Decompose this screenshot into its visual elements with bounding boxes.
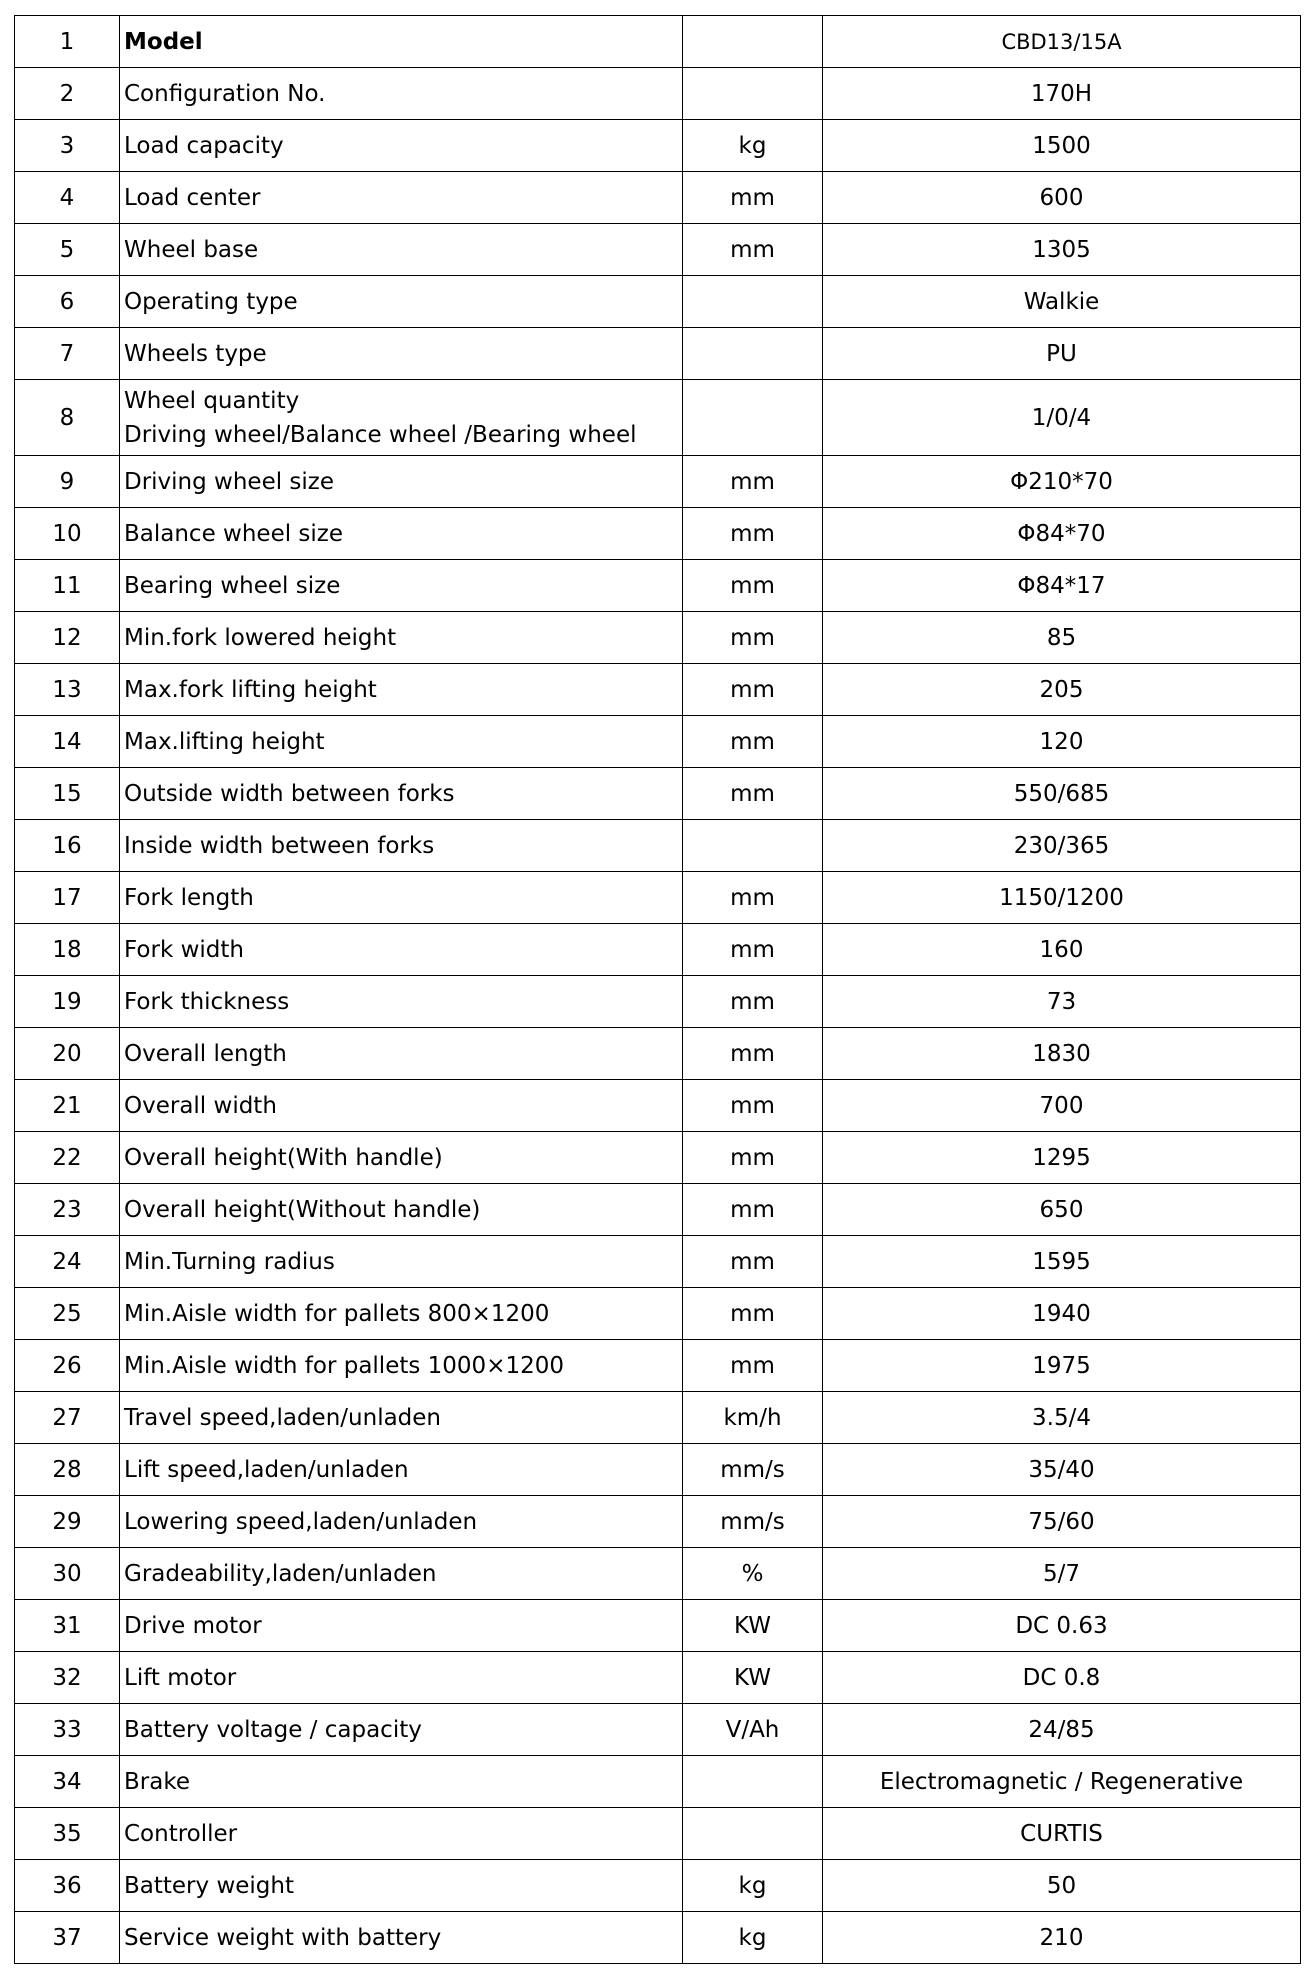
- value-cell: 75/60: [823, 1496, 1301, 1548]
- value-cell: 1500: [823, 120, 1301, 172]
- unit-cell: mm: [683, 1132, 823, 1184]
- row-number-cell: 7: [15, 328, 120, 380]
- parameter-cell: [120, 380, 683, 456]
- table-row: [15, 508, 1301, 560]
- value-cell: 1/0/4: [823, 380, 1301, 456]
- unit-cell: mm: [683, 1236, 823, 1288]
- unit-cell: kg: [683, 1912, 823, 1964]
- value-cell: Walkie: [823, 276, 1301, 328]
- unit-cell: [683, 68, 823, 120]
- unit-cell: mm: [683, 1184, 823, 1236]
- unit-cell: kg: [683, 120, 823, 172]
- table-row: [15, 276, 1301, 328]
- value-cell: 1830: [823, 1028, 1301, 1080]
- table-row: [15, 768, 1301, 820]
- row-number-cell: 19: [15, 976, 120, 1028]
- row-number-cell: 34: [15, 1756, 120, 1808]
- row-number-cell: 12: [15, 612, 120, 664]
- table-row: [15, 924, 1301, 976]
- row-number-cell: 24: [15, 1236, 120, 1288]
- value-cell: 230/365: [823, 820, 1301, 872]
- value-cell: 170H: [823, 68, 1301, 120]
- table-row: [15, 380, 1301, 456]
- row-number-cell: 8: [15, 380, 120, 456]
- row-number-cell: 31: [15, 1600, 120, 1652]
- parameter-cell: Brake: [120, 1756, 683, 1808]
- parameter-cell: Wheels type: [120, 328, 683, 380]
- value-cell: 210: [823, 1912, 1301, 1964]
- parameter-cell: Load capacity: [120, 120, 683, 172]
- table-row: [15, 456, 1301, 508]
- value-cell: Electromagnetic / Regenerative: [823, 1756, 1301, 1808]
- row-number-cell: 14: [15, 716, 120, 768]
- table-row: [15, 1652, 1301, 1704]
- parameter-cell: Wheel base: [120, 224, 683, 276]
- unit-cell: [683, 820, 823, 872]
- table-row: [15, 1184, 1301, 1236]
- parameter-cell: Battery weight: [120, 1860, 683, 1912]
- table-row: [15, 1236, 1301, 1288]
- row-number-cell: 23: [15, 1184, 120, 1236]
- unit-cell: [683, 1808, 823, 1860]
- value-cell: 205: [823, 664, 1301, 716]
- table-row: [15, 1808, 1301, 1860]
- value-cell: 3.5/4: [823, 1392, 1301, 1444]
- row-number-cell: 26: [15, 1340, 120, 1392]
- table-row: [15, 1912, 1301, 1964]
- row-number-cell: 15: [15, 768, 120, 820]
- parameter-cell: Fork width: [120, 924, 683, 976]
- row-number-cell: 27: [15, 1392, 120, 1444]
- value-cell: 1295: [823, 1132, 1301, 1184]
- unit-cell: KW: [683, 1652, 823, 1704]
- row-number-cell: 9: [15, 456, 120, 508]
- unit-cell: mm: [683, 612, 823, 664]
- row-number-cell: 20: [15, 1028, 120, 1080]
- parameter-cell: Max.lifting height: [120, 716, 683, 768]
- table-row: [15, 1080, 1301, 1132]
- value-cell: DC 0.8: [823, 1652, 1301, 1704]
- unit-cell: mm: [683, 1080, 823, 1132]
- parameter-cell: Battery voltage / capacity: [120, 1704, 683, 1756]
- row-number-cell: 11: [15, 560, 120, 612]
- parameter-cell: Overall width: [120, 1080, 683, 1132]
- table-row: [15, 1392, 1301, 1444]
- table-row: [15, 224, 1301, 276]
- parameter-cell: Overall height(With handle): [120, 1132, 683, 1184]
- value-cell: 1940: [823, 1288, 1301, 1340]
- table-row: [15, 1288, 1301, 1340]
- value-cell: Φ84*70: [823, 508, 1301, 560]
- row-number-cell: 1: [15, 16, 120, 68]
- parameter-cell: Fork length: [120, 872, 683, 924]
- unit-cell: mm: [683, 976, 823, 1028]
- model-label-cell: Model: [120, 16, 683, 68]
- table-row: [15, 172, 1301, 224]
- value-cell: 120: [823, 716, 1301, 768]
- table-row: [15, 1028, 1301, 1080]
- unit-cell: mm/s: [683, 1496, 823, 1548]
- parameter-cell: Drive motor: [120, 1600, 683, 1652]
- value-cell: 1975: [823, 1340, 1301, 1392]
- parameter-cell: Service weight with battery: [120, 1912, 683, 1964]
- value-cell: 24/85: [823, 1704, 1301, 1756]
- unit-cell: [683, 328, 823, 380]
- row-number-cell: 21: [15, 1080, 120, 1132]
- table-row: [15, 612, 1301, 664]
- parameter-cell: Fork thickness: [120, 976, 683, 1028]
- parameter-cell: Travel speed,laden/unladen: [120, 1392, 683, 1444]
- value-cell: 700: [823, 1080, 1301, 1132]
- unit-cell: mm: [683, 1340, 823, 1392]
- value-cell: 1305: [823, 224, 1301, 276]
- row-number-cell: 32: [15, 1652, 120, 1704]
- unit-cell: mm: [683, 456, 823, 508]
- table-row: [15, 872, 1301, 924]
- row-number-cell: 3: [15, 120, 120, 172]
- table-row: [15, 976, 1301, 1028]
- table-row: [15, 664, 1301, 716]
- row-number-cell: 18: [15, 924, 120, 976]
- row-number-cell: 35: [15, 1808, 120, 1860]
- unit-cell: KW: [683, 1600, 823, 1652]
- unit-cell: mm: [683, 664, 823, 716]
- table-row: [15, 1548, 1301, 1600]
- value-cell: 550/685: [823, 768, 1301, 820]
- row-number-cell: 10: [15, 508, 120, 560]
- value-cell: PU: [823, 328, 1301, 380]
- value-cell: 650: [823, 1184, 1301, 1236]
- unit-cell: mm: [683, 716, 823, 768]
- row-number-cell: 5: [15, 224, 120, 276]
- row-number-cell: 28: [15, 1444, 120, 1496]
- table-row: [15, 68, 1301, 120]
- parameter-cell: Inside width between forks: [120, 820, 683, 872]
- value-cell: 85: [823, 612, 1301, 664]
- row-number-cell: 33: [15, 1704, 120, 1756]
- value-cell: Φ84*17: [823, 560, 1301, 612]
- unit-cell: [683, 16, 823, 68]
- value-cell: 600: [823, 172, 1301, 224]
- row-number-cell: 25: [15, 1288, 120, 1340]
- parameter-cell: Gradeability,laden/unladen: [120, 1548, 683, 1600]
- row-number-cell: 6: [15, 276, 120, 328]
- parameter-cell: Driving wheel size: [120, 456, 683, 508]
- table-row: [15, 716, 1301, 768]
- parameter-cell: Configuration No.: [120, 68, 683, 120]
- parameter-cell: Outside width between forks: [120, 768, 683, 820]
- table-row: [15, 1132, 1301, 1184]
- value-cell: 160: [823, 924, 1301, 976]
- model-value-cell: CBD13/15A: [823, 16, 1301, 68]
- parameter-cell: Operating type: [120, 276, 683, 328]
- parameter-line-2: Driving wheel/Balance wheel /Bearing wheel: [124, 421, 637, 448]
- unit-cell: %: [683, 1548, 823, 1600]
- table-row: [15, 1600, 1301, 1652]
- table-row: [15, 1340, 1301, 1392]
- parameter-cell: Min.fork lowered height: [120, 612, 683, 664]
- unit-cell: mm: [683, 872, 823, 924]
- unit-cell: V/Ah: [683, 1704, 823, 1756]
- value-cell: Φ210*70: [823, 456, 1301, 508]
- value-cell: 5/7: [823, 1548, 1301, 1600]
- value-cell: CURTIS: [823, 1808, 1301, 1860]
- value-cell: 1595: [823, 1236, 1301, 1288]
- table-row: [15, 16, 1301, 68]
- spec-table-body: [15, 16, 1301, 1964]
- unit-cell: mm: [683, 560, 823, 612]
- parameter-cell: Lift speed,laden/unladen: [120, 1444, 683, 1496]
- unit-cell: [683, 380, 823, 456]
- value-cell: 35/40: [823, 1444, 1301, 1496]
- value-cell: 1150/1200: [823, 872, 1301, 924]
- table-row: [15, 1704, 1301, 1756]
- row-number-cell: 13: [15, 664, 120, 716]
- parameter-cell: Lift motor: [120, 1652, 683, 1704]
- value-cell: 50: [823, 1860, 1301, 1912]
- parameter-cell: Balance wheel size: [120, 508, 683, 560]
- table-row: [15, 1496, 1301, 1548]
- unit-cell: [683, 1756, 823, 1808]
- parameter-cell: Min.Turning radius: [120, 1236, 683, 1288]
- unit-cell: kg: [683, 1860, 823, 1912]
- table-row: [15, 120, 1301, 172]
- unit-cell: km/h: [683, 1392, 823, 1444]
- spec-table: [14, 15, 1301, 1964]
- unit-cell: mm: [683, 224, 823, 276]
- row-number-cell: 22: [15, 1132, 120, 1184]
- parameter-cell: Controller: [120, 1808, 683, 1860]
- parameter-cell: Lowering speed,laden/unladen: [120, 1496, 683, 1548]
- row-number-cell: 36: [15, 1860, 120, 1912]
- parameter-cell: Max.fork lifting height: [120, 664, 683, 716]
- parameter-line-1: Wheel quantity: [124, 387, 300, 414]
- table-row: [15, 1756, 1301, 1808]
- unit-cell: [683, 276, 823, 328]
- value-cell: DC 0.63: [823, 1600, 1301, 1652]
- row-number-cell: 29: [15, 1496, 120, 1548]
- unit-cell: mm: [683, 1028, 823, 1080]
- row-number-cell: 17: [15, 872, 120, 924]
- unit-cell: mm/s: [683, 1444, 823, 1496]
- parameter-cell: Min.Aisle width for pallets 1000×1200: [120, 1340, 683, 1392]
- parameter-cell: Bearing wheel size: [120, 560, 683, 612]
- table-row: [15, 560, 1301, 612]
- parameter-cell: Load center: [120, 172, 683, 224]
- row-number-cell: 2: [15, 68, 120, 120]
- unit-cell: mm: [683, 768, 823, 820]
- row-number-cell: 16: [15, 820, 120, 872]
- table-row: [15, 328, 1301, 380]
- table-row: [15, 820, 1301, 872]
- table-row: [15, 1860, 1301, 1912]
- unit-cell: mm: [683, 172, 823, 224]
- table-row: [15, 1444, 1301, 1496]
- unit-cell: mm: [683, 924, 823, 976]
- unit-cell: mm: [683, 508, 823, 560]
- row-number-cell: 37: [15, 1912, 120, 1964]
- unit-cell: mm: [683, 1288, 823, 1340]
- parameter-cell: Overall height(Without handle): [120, 1184, 683, 1236]
- row-number-cell: 4: [15, 172, 120, 224]
- row-number-cell: 30: [15, 1548, 120, 1600]
- parameter-cell: Min.Aisle width for pallets 800×1200: [120, 1288, 683, 1340]
- parameter-cell: Overall length: [120, 1028, 683, 1080]
- value-cell: 73: [823, 976, 1301, 1028]
